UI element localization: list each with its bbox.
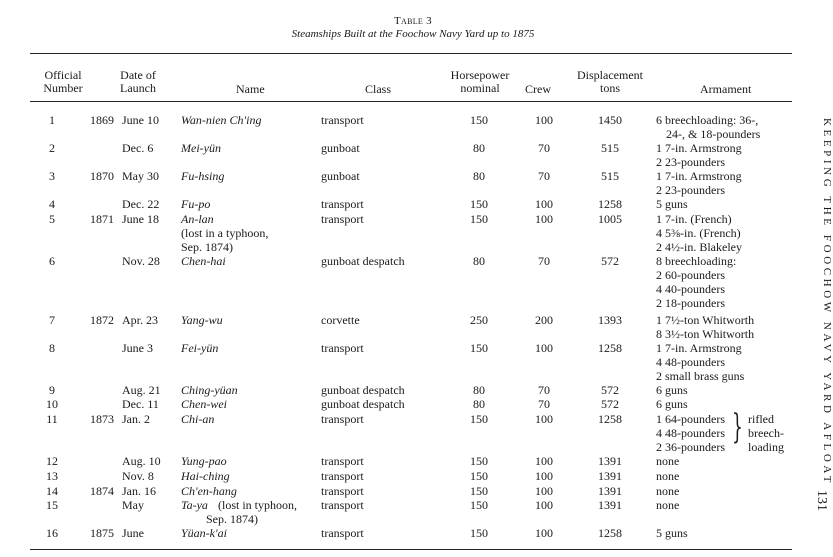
- cell-name: Fei-yün: [181, 341, 219, 355]
- cell-hp: 150: [470, 412, 488, 426]
- cell-class: gunboat despatch: [321, 254, 405, 268]
- cell-class: transport: [321, 526, 364, 540]
- cell-no: 4: [49, 197, 55, 211]
- cell-class: transport: [321, 113, 364, 127]
- cell-armament: 2 small brass guns: [656, 369, 745, 383]
- cell-armament-note: rifled: [748, 412, 774, 426]
- cell-tons: 1450: [598, 113, 622, 127]
- cell-year: 1874: [90, 484, 114, 498]
- cell-no: 11: [46, 412, 58, 426]
- top-rule: [30, 53, 792, 54]
- cell-date: Nov. 28: [122, 254, 160, 268]
- cell-name: Yang-wu: [181, 313, 223, 327]
- header-rule: [30, 101, 792, 102]
- cell-name-note: (lost in a typhoon,: [181, 226, 269, 240]
- cell-date: Aug. 21: [122, 383, 161, 397]
- header-line: tons: [599, 81, 620, 95]
- cell-date: Nov. 8: [122, 469, 154, 483]
- cell-armament: 2 36-pounders: [656, 440, 725, 454]
- cell-tons: 1258: [598, 197, 622, 211]
- header-line: Date of: [120, 68, 156, 82]
- cell-hp: 80: [473, 397, 485, 411]
- cell-armament: 1 7-in. Armstrong: [656, 341, 742, 355]
- header-class: Class: [365, 82, 392, 96]
- cell-armament: 4 5⅜-in. (French): [656, 226, 741, 240]
- cell-tons: 515: [601, 141, 619, 155]
- cell-crew: 100: [535, 412, 553, 426]
- cell-armament: 2 4½-in. Blakeley: [656, 240, 742, 254]
- cell-class: transport: [321, 341, 364, 355]
- cell-hp: 150: [470, 113, 488, 127]
- cell-no: 16: [46, 526, 58, 540]
- cell-tons: 572: [601, 397, 619, 411]
- cell-armament: 1 7-in. (French): [656, 212, 732, 226]
- cell-armament: 6 guns: [656, 383, 688, 397]
- cell-armament: 4 48-pounders: [656, 426, 725, 440]
- cell-no: 7: [49, 313, 55, 327]
- header-line: Launch: [120, 81, 156, 95]
- cell-crew: 70: [538, 383, 550, 397]
- cell-date: June 10: [122, 113, 159, 127]
- cell-hp: 250: [470, 313, 488, 327]
- cell-year: 1871: [90, 212, 114, 226]
- cell-no: 15: [46, 498, 58, 512]
- cell-year: 1870: [90, 169, 114, 183]
- table-title: Table 3: [394, 15, 432, 27]
- cell-crew: 100: [535, 484, 553, 498]
- cell-tons: 1258: [598, 526, 622, 540]
- cell-crew: 200: [535, 313, 553, 327]
- cell-armament: 4 40-pounders: [656, 282, 725, 296]
- cell-armament: 8 breechloading:: [656, 254, 737, 268]
- cell-armament: 5 guns: [656, 526, 688, 540]
- cell-hp: 80: [473, 169, 485, 183]
- cell-no: 3: [49, 169, 55, 183]
- cell-tons: 572: [601, 254, 619, 268]
- cell-class: gunboat: [321, 141, 360, 155]
- cell-no: 13: [46, 469, 58, 483]
- cell-name: An-lan: [181, 212, 214, 226]
- cell-tons: 515: [601, 169, 619, 183]
- cell-armament: 5 guns: [656, 197, 688, 211]
- header-date-of-launch: [112, 69, 164, 95]
- cell-name: Ching-yüan: [181, 383, 238, 397]
- cell-date: June 18: [122, 212, 159, 226]
- cell-armament: 24-, & 18-pounders: [666, 127, 761, 141]
- cell-hp: 80: [473, 254, 485, 268]
- header-line: Number: [43, 81, 83, 95]
- cell-no: 1: [49, 113, 55, 127]
- cell-crew: 100: [535, 197, 553, 211]
- cell-crew: 100: [535, 113, 553, 127]
- cell-armament: 1 7-in. Armstrong: [656, 141, 742, 155]
- cell-armament: none: [656, 484, 680, 498]
- header-armament: Armament: [700, 82, 752, 96]
- header-displacement: [571, 69, 649, 95]
- cell-armament: 2 18-pounders: [656, 296, 725, 310]
- cell-armament: 1 7-in. Armstrong: [656, 169, 742, 183]
- cell-hp: 80: [473, 383, 485, 397]
- cell-class: transport: [321, 498, 364, 512]
- header-name: Name: [236, 82, 265, 96]
- cell-crew: 100: [535, 341, 553, 355]
- cell-no: 9: [49, 383, 55, 397]
- cell-hp: 150: [470, 498, 488, 512]
- cell-armament: 1 7½-ton Whitworth: [656, 313, 755, 327]
- cell-no: 2: [49, 141, 55, 155]
- cell-name: Chen-hai: [181, 254, 226, 268]
- cell-armament-note: breech-: [748, 426, 784, 440]
- cell-tons: 1005: [598, 212, 622, 226]
- cell-hp: 80: [473, 141, 485, 155]
- cell-class: gunboat: [321, 169, 360, 183]
- cell-armament: 1 64-pounders: [656, 412, 725, 426]
- cell-name: Chen-wei: [181, 397, 227, 411]
- cell-tons: 1391: [598, 469, 622, 483]
- cell-class: transport: [321, 454, 364, 468]
- cell-class: transport: [321, 212, 364, 226]
- cell-class: transport: [321, 197, 364, 211]
- cell-name: Yung-pao: [181, 454, 227, 468]
- cell-tons: 1258: [598, 412, 622, 426]
- cell-name: Ch'en-hang: [181, 484, 237, 498]
- cell-no: 5: [49, 212, 55, 226]
- header-crew: Crew: [525, 82, 551, 96]
- cell-no: 6: [49, 254, 55, 268]
- cell-name: Chi-an: [181, 412, 215, 426]
- cell-crew: 100: [535, 454, 553, 468]
- cell-date: May 30: [122, 169, 159, 183]
- header-line: Displacement: [577, 68, 643, 82]
- cell-tons: 1391: [598, 454, 622, 468]
- cell-armament: 6 breechloading: 36-,: [656, 113, 759, 127]
- cell-tons: 1258: [598, 341, 622, 355]
- cell-year: 1872: [90, 313, 114, 327]
- cell-date: Jan. 16: [122, 484, 156, 498]
- cell-armament: none: [656, 454, 680, 468]
- cell-hp: 150: [470, 454, 488, 468]
- table-subtitle: Steamships Built at the Foochow Navy Yard up to 1875: [291, 28, 535, 40]
- cell-hp: 150: [470, 212, 488, 226]
- cell-name: Fu-hsing: [181, 169, 225, 183]
- cell-crew: 100: [535, 212, 553, 226]
- cell-armament: 4 48-pounders: [656, 355, 725, 369]
- header-line: Official: [44, 68, 82, 82]
- cell-class: corvette: [321, 313, 360, 327]
- cell-tons: 572: [601, 383, 619, 397]
- cell-armament: 2 60-pounders: [656, 268, 725, 282]
- cell-no: 12: [46, 454, 58, 468]
- cell-date: Dec. 11: [122, 397, 159, 411]
- cell-armament: none: [656, 469, 680, 483]
- cell-date: Apr. 23: [122, 313, 158, 327]
- cell-name: Ta-ya: [181, 498, 208, 512]
- cell-tons: 1391: [598, 484, 622, 498]
- cell-armament: none: [656, 498, 680, 512]
- cell-date: June: [122, 526, 144, 540]
- cell-year: 1875: [90, 526, 114, 540]
- cell-crew: 100: [535, 498, 553, 512]
- header-official-number: [40, 69, 86, 95]
- cell-crew: 100: [535, 526, 553, 540]
- cell-name-suffix: (lost in typhoon,: [218, 498, 298, 512]
- cell-class: gunboat despatch: [321, 383, 405, 397]
- cell-name-note: Sep. 1874): [206, 512, 258, 526]
- bottom-rule: [30, 549, 792, 550]
- cell-armament: 2 23-pounders: [656, 183, 725, 197]
- cell-crew: 70: [538, 397, 550, 411]
- cell-class: transport: [321, 469, 364, 483]
- cell-date: Jan. 2: [122, 412, 150, 426]
- cell-date: Dec. 22: [122, 197, 160, 211]
- cell-armament: 8 3½-ton Whitworth: [656, 327, 755, 341]
- cell-date: May: [122, 498, 144, 512]
- cell-crew: 70: [538, 254, 550, 268]
- cell-class: transport: [321, 484, 364, 498]
- cell-armament-note: loading: [748, 440, 784, 454]
- cell-class: gunboat despatch: [321, 397, 405, 411]
- cell-year: 1869: [90, 113, 114, 127]
- cell-no: 10: [46, 397, 58, 411]
- header-line: nominal: [460, 81, 500, 95]
- brace-icon: }: [732, 407, 743, 447]
- cell-tons: 1393: [598, 313, 622, 327]
- page-number: 131: [814, 490, 829, 511]
- cell-name: Wan-nien Ch'ing: [181, 113, 262, 127]
- cell-date: Dec. 6: [122, 141, 154, 155]
- header-horsepower: [444, 69, 516, 95]
- running-head: KEEPING THE FOOCHOW NAVY YARD AFLOAT: [821, 118, 833, 487]
- cell-name: Yüan-k'ai: [181, 526, 227, 540]
- cell-hp: 150: [470, 197, 488, 211]
- cell-armament: 2 23-pounders: [656, 155, 725, 169]
- cell-name: Hai-ching: [181, 469, 230, 483]
- cell-year: 1873: [90, 412, 114, 426]
- cell-hp: 150: [470, 484, 488, 498]
- cell-date: Aug. 10: [122, 454, 161, 468]
- cell-no: 8: [49, 341, 55, 355]
- cell-name: Fu-po: [181, 197, 211, 211]
- cell-no: 14: [46, 484, 58, 498]
- cell-armament: 6 guns: [656, 397, 688, 411]
- cell-hp: 150: [470, 341, 488, 355]
- cell-hp: 150: [470, 469, 488, 483]
- cell-crew: 70: [538, 169, 550, 183]
- cell-date: June 3: [122, 341, 153, 355]
- cell-crew: 100: [535, 469, 553, 483]
- cell-hp: 150: [470, 526, 488, 540]
- cell-class: transport: [321, 412, 364, 426]
- cell-crew: 70: [538, 141, 550, 155]
- cell-tons: 1391: [598, 498, 622, 512]
- cell-name-note: Sep. 1874): [181, 240, 233, 254]
- header-line: Horsepower: [450, 68, 510, 82]
- cell-name: Mei-yün: [181, 141, 221, 155]
